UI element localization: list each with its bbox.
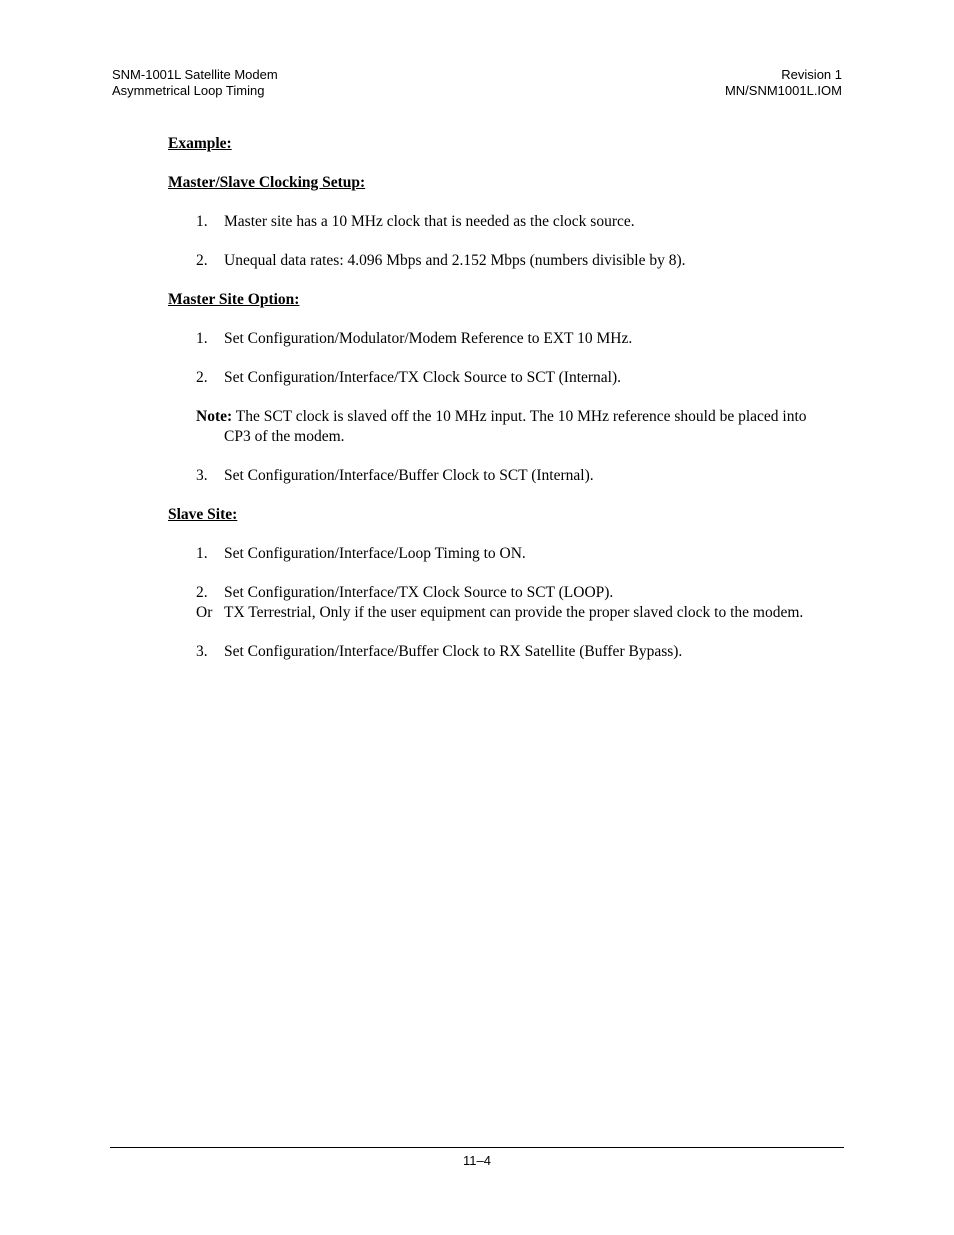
list-item	[168, 212, 828, 232]
or-label: Or	[196, 604, 213, 621]
master-slave-heading: Master/Slave Clocking Setup:	[168, 174, 366, 191]
list-item-number: 2.	[196, 252, 208, 269]
note-text: The SCT clock is slaved off the 10 MHz input. The 10 MHz reference should be placed into CP3 of the modem.	[224, 408, 807, 445]
list-item	[168, 583, 828, 603]
list-item-number: 1.	[196, 545, 208, 562]
list-item-number: 2.	[196, 584, 208, 601]
list-item-number: 3.	[196, 467, 208, 484]
list-item	[168, 642, 828, 662]
list-item-number: 1.	[196, 213, 208, 230]
or-text: TX Terrestrial, Only if the user equipment can provide the proper slaved clock to the modem.	[224, 604, 804, 621]
list-item-text: Master site has a 10 MHz clock that is needed as the clock source.	[224, 213, 635, 230]
list-item-number: 2.	[196, 369, 208, 386]
list-item-number: 1.	[196, 330, 208, 347]
list-item	[168, 466, 828, 486]
note-label: Note:	[196, 408, 233, 425]
list-item-number: 3.	[196, 643, 208, 660]
list-item-text: Set Configuration/Modulator/Modem Reference to EXT 10 MHz.	[224, 330, 633, 347]
page-header-left	[112, 67, 278, 99]
list-item-text: Unequal data rates: 4.096 Mbps and 2.152 Mbps (numbers divisible by 8).	[224, 252, 686, 269]
list-item-text: Set Configuration/Interface/Buffer Clock to RX Satellite (Buffer Bypass).	[224, 643, 683, 660]
master-site-heading: Master Site Option:	[168, 291, 300, 308]
list-item	[168, 329, 828, 349]
list-item-text: Set Configuration/Interface/TX Clock Source to SCT (LOOP).	[224, 584, 614, 601]
footer-divider	[110, 1147, 844, 1148]
or-alternative	[168, 603, 828, 623]
page-header-right	[725, 67, 842, 99]
document-title: SNM-1001L Satellite Modem	[112, 67, 278, 82]
note-paragraph	[168, 407, 828, 447]
section-title: Asymmetrical Loop Timing	[112, 83, 265, 98]
document-code: MN/SNM1001L.IOM	[724, 83, 842, 98]
page-content	[168, 134, 828, 662]
list-item-text: Set Configuration/Interface/Loop Timing to ON.	[224, 545, 526, 562]
list-item-text: Set Configuration/Interface/TX Clock Source to SCT (Internal).	[224, 369, 622, 386]
revision-label: Revision 1	[781, 67, 842, 82]
list-item	[168, 251, 828, 271]
list-item	[168, 544, 828, 564]
page-number: 11–4	[463, 1153, 491, 1168]
list-item	[168, 368, 828, 388]
list-item-text: Set Configuration/Interface/Buffer Clock to SCT (Internal).	[224, 467, 594, 484]
slave-site-heading: Slave Site:	[168, 506, 238, 523]
example-heading: Example:	[168, 135, 232, 152]
